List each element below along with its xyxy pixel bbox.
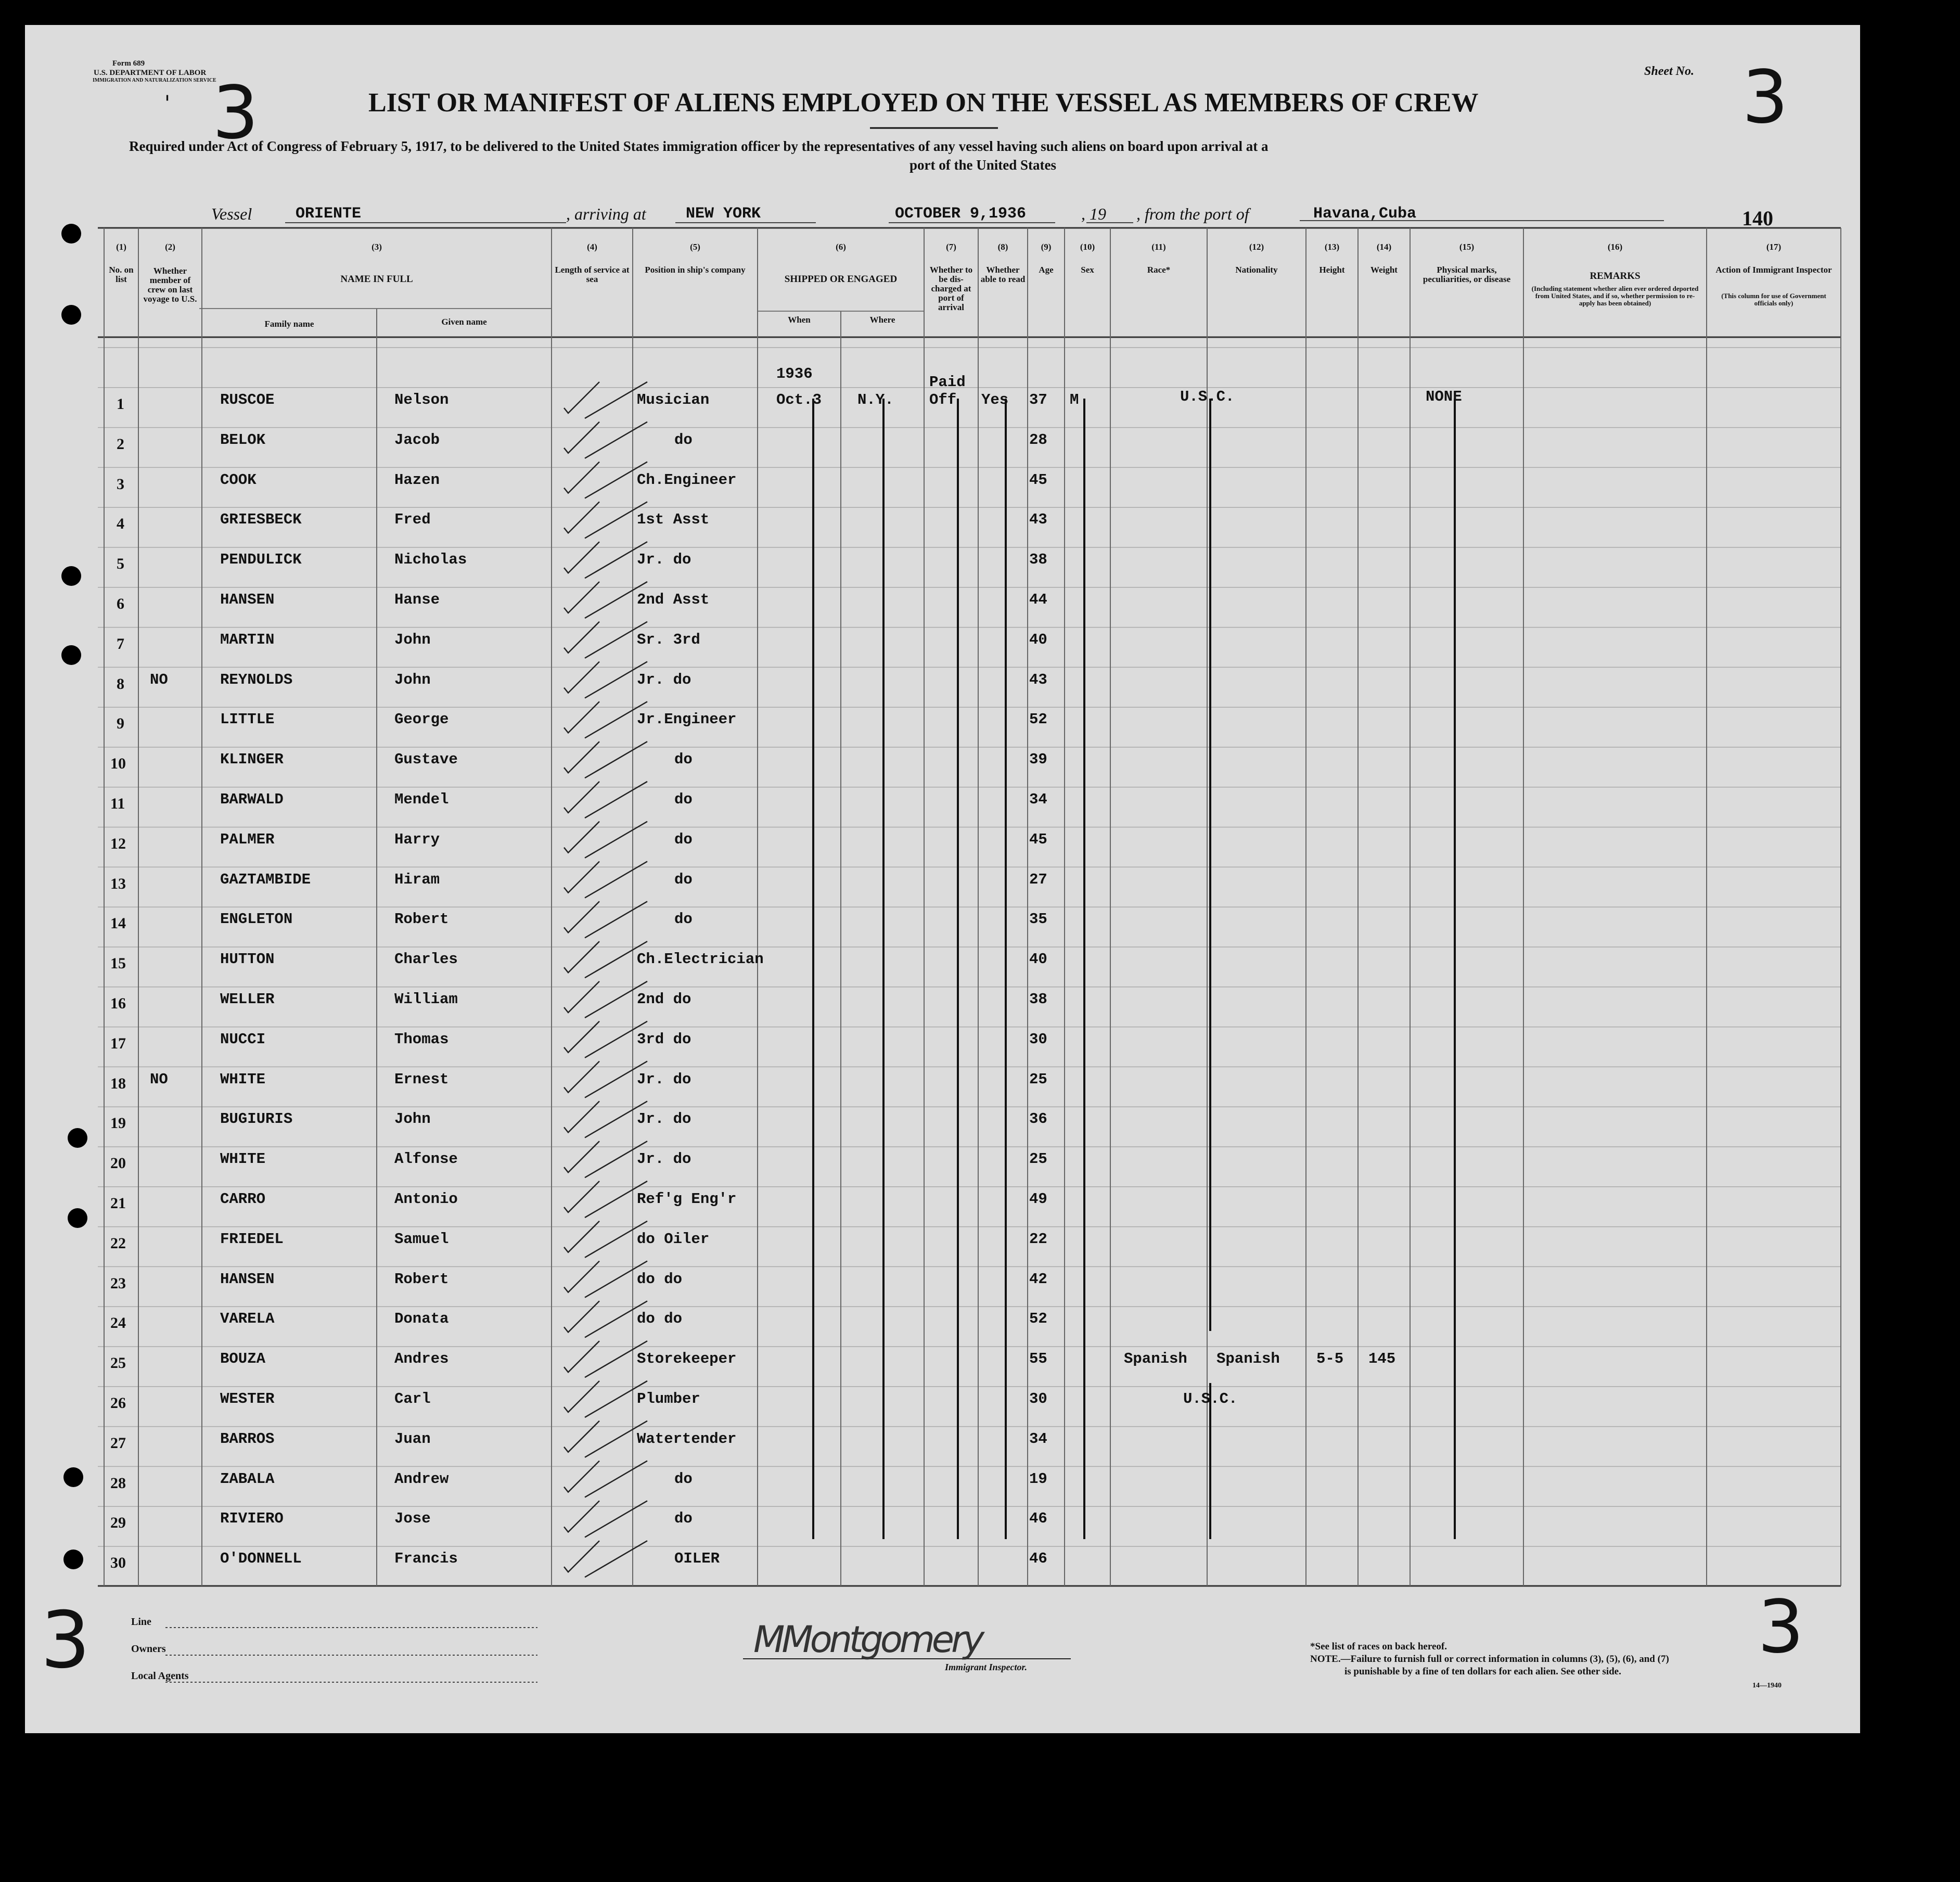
age: 46 [1029,1550,1047,1568]
age: 40 [1029,951,1047,968]
given-name: Carl [394,1390,431,1407]
nationality: U.S.C. [1180,388,1235,405]
row-number: 24 [110,1314,126,1332]
previous-voyage: NO [150,671,168,688]
position: Jr.Engineer [637,711,737,728]
family-name: RIVIERO [220,1510,284,1528]
column-header: Race* [1147,265,1171,275]
column-header: Physical marks, peculiarities, or disease [1423,265,1511,284]
age: 42 [1029,1270,1047,1288]
position: Jr. do [637,671,691,688]
date-shipped: Oct.3 [776,391,822,408]
family-name: GAZTAMBIDE [220,870,311,888]
position: Jr. do [637,1150,691,1168]
age: 43 [1029,511,1047,529]
previous-voyage: NO [150,1070,168,1088]
position: Jr. do [637,1110,691,1128]
position: 1st Asst [637,511,710,529]
remarks-note: (Including statement whether alien ever ordered deported from United States, and if so, whether permission to re-apply has been obtained) [1531,285,1699,307]
column-number: (3) [371,242,382,252]
given-name-subheader: Given name [441,317,487,327]
family-name: ZABALA [220,1470,275,1488]
given-name: Donata [394,1310,449,1328]
column-header: Length of service at sea [555,265,630,284]
given-name: Andrew [394,1470,449,1488]
column-header: Weight [1370,265,1398,275]
column-number: (11) [1151,242,1166,252]
form-number: Form 689 [112,59,145,68]
column-number: (8) [997,242,1008,252]
given-name: John [394,631,431,648]
position: do [674,751,693,769]
column-number: (1) [116,242,126,252]
column-number: (2) [165,242,175,252]
age: 52 [1029,1310,1047,1328]
age: 19 [1029,1470,1047,1488]
row-number: 11 [110,795,125,812]
family-name: BARROS [220,1430,275,1448]
position: do [674,830,693,848]
nationality: Spanish [1216,1350,1280,1368]
age: 28 [1029,431,1047,449]
age: 55 [1029,1350,1047,1368]
arriving-label: , arriving at [566,204,646,223]
column-header: Action of Immigrant Inspector [1715,265,1832,275]
family-name: PALMER [220,830,275,848]
age: 27 [1029,870,1047,888]
column-header: Whether to be dis-charged at port of arrival [929,265,973,312]
column-number: (4) [587,242,597,252]
given-name: Hazen [394,471,440,489]
vessel-name: ORIENTE [296,205,362,223]
handwritten-tick: ' [164,92,170,116]
given-name: Juan [394,1430,431,1448]
action-note: (This column for use of Government officials only) [1721,292,1826,307]
family-name: BUGIURIS [220,1110,293,1128]
column-number: (10) [1080,242,1095,252]
family-name: PENDULICK [220,551,302,569]
races-note: *See list of races on back hereof. [1310,1641,1447,1652]
family-name: NUCCI [220,1030,266,1048]
age: 40 [1029,631,1047,648]
row-number: 30 [110,1554,126,1572]
year-shipped: 1936 [776,365,813,382]
column-number: (12) [1249,242,1264,252]
row-number: 10 [110,755,126,773]
family-name: WELLER [220,991,275,1008]
position: 3rd do [637,1030,691,1048]
age: 43 [1029,671,1047,688]
given-name: Nicholas [394,551,467,569]
row-number: 23 [110,1274,126,1292]
age: 34 [1029,791,1047,808]
local-agents-label: Local Agents [131,1670,189,1682]
position: Musician [637,391,710,408]
service-name: IMMIGRATION AND NATURALIZATION SERVICE [93,78,216,83]
column-header: Sex [1081,265,1094,275]
year-label: , 19 [1081,204,1106,223]
handwritten-right-mark: 3 [1758,1585,1804,1670]
age: 22 [1029,1230,1047,1248]
line-label: Line [131,1616,151,1628]
family-name: BOUZA [220,1350,266,1368]
family-name: BARWALD [220,791,284,808]
given-name: Charles [394,951,458,968]
age: 39 [1029,751,1047,769]
family-name: GRIESBECK [220,511,302,529]
age: 38 [1029,991,1047,1008]
given-name: Thomas [394,1030,449,1048]
inspector-label: Immigrant Inspector. [945,1662,1028,1672]
position: Storekeeper [637,1350,737,1368]
given-name: Gustave [394,751,458,769]
owners-label: Owners [131,1643,166,1655]
age: 52 [1029,711,1047,728]
column-number: (13) [1324,242,1340,252]
manifest-sheet [25,25,1860,1733]
given-name: John [394,1110,431,1128]
sheet-label: Sheet No. [1644,65,1694,78]
family-name: CARRO [220,1190,266,1208]
able-to-read: Yes [981,391,1009,408]
column-number: (15) [1459,242,1475,252]
given-name: Ernest [394,1070,449,1088]
penalty-note-2: is punishable by a fine of ten dollars for each alien. See other side. [1344,1666,1621,1677]
discharged-line-2: Off [929,391,957,408]
given-name: Francis [394,1550,458,1568]
family-name: BELOK [220,431,266,449]
row-number: 7 [117,635,124,652]
age: 45 [1029,471,1047,489]
family-name: WHITE [220,1150,266,1168]
row-number: 19 [110,1115,126,1132]
column-number: (9) [1041,242,1052,252]
row-number: 29 [110,1514,126,1532]
where-subheader: Where [869,315,895,325]
position: do Oiler [637,1230,710,1248]
given-name: George [394,711,449,728]
column-number: (17) [1766,242,1782,252]
family-name: FRIEDEL [220,1230,284,1248]
family-name: VARELA [220,1310,275,1328]
age: 36 [1029,1110,1047,1128]
handwritten-sheet-mark: 3 [212,71,259,156]
position: Ch.Engineer [637,471,737,489]
row-number: 16 [110,995,126,1012]
given-name: Alfonse [394,1150,458,1168]
position: do [674,1510,693,1528]
column-number: (7) [946,242,956,252]
page-number: 140 [1742,207,1773,230]
form-code: 14—1940 [1752,1682,1782,1689]
position: do [674,791,693,808]
position: Plumber [637,1390,700,1407]
given-name: Robert [394,911,449,928]
weight: 145 [1368,1350,1396,1368]
row-number: 12 [110,835,126,852]
position: OILER [674,1550,720,1568]
position: Sr. 3rd [637,631,700,648]
position: do [674,431,693,449]
position: do [674,911,693,928]
given-name: Jose [394,1510,431,1528]
subtitle-line-2: port of the United States [909,157,1056,173]
position: do do [637,1310,683,1328]
age: 37 [1029,391,1047,408]
family-name: HANSEN [220,591,275,608]
column-header: Position in ship's company [645,265,746,275]
age: 46 [1029,1510,1047,1528]
position: Ref'g Eng'r [637,1190,737,1208]
family-name: REYNOLDS [220,671,293,688]
family-name: O'DONNELL [220,1550,302,1568]
arrival-port: NEW YORK [686,205,761,223]
row-number: 26 [110,1394,126,1412]
row-number: 9 [117,715,124,733]
column-number: (16) [1607,242,1623,252]
given-name: Mendel [394,791,449,808]
given-name: John [394,671,431,688]
row-number: 6 [117,595,124,612]
position: Ch.Electrician [637,951,764,968]
column-header: Nationality [1235,265,1278,275]
column-number: (14) [1376,242,1392,252]
arrival-date: OCTOBER 9,1936 [895,205,1027,223]
given-name: Harry [394,830,440,848]
row-number: 15 [110,955,126,972]
column-header: SHIPPED OR ENGAGED [784,274,898,285]
column-header: No. on list [109,265,134,284]
column-number: (5) [690,242,700,252]
column-header: NAME IN FULL [340,274,413,285]
given-name: Andres [394,1350,449,1368]
given-name: Antonio [394,1190,458,1208]
row-number: 13 [110,875,126,892]
family-name: KLINGER [220,751,284,769]
position: do do [637,1270,683,1288]
place-shipped: N.Y. [857,391,894,408]
handwritten-left-mark: 3 [41,1595,91,1686]
position: Watertender [637,1430,737,1448]
family-name-subheader: Family name [264,319,314,329]
column-header: Age [1039,265,1054,275]
inspector-signature: MMontgomery [753,1618,982,1661]
age: 45 [1029,830,1047,848]
age: 30 [1029,1390,1047,1407]
subtitle-line-1: Required under Act of Congress of February 5, 1917, to be delivered to the United States immigration officer by the representatives of any vessel having such aliens on board upon arrival at a [129,138,1269,154]
row-number: 18 [110,1074,126,1092]
race: Spanish [1124,1350,1187,1368]
row-number: 20 [110,1155,126,1172]
column-header: REMARKS [1590,271,1641,281]
row-number: 5 [117,555,124,573]
row-number: 25 [110,1354,126,1372]
age: 34 [1029,1430,1047,1448]
age: 25 [1029,1150,1047,1168]
page-title: LIST OR MANIFEST OF ALIENS EMPLOYED ON THE VESSEL AS MEMBERS OF CREW [368,88,1479,118]
height: 5-5 [1316,1350,1344,1368]
column-header: Height [1319,265,1345,275]
family-name: WESTER [220,1390,275,1407]
department-name: U.S. DEPARTMENT OF LABOR [94,69,207,77]
column-header: Whether member of crew on last voyage to U.S. [143,266,197,304]
row-number: 27 [110,1434,126,1452]
given-name: Hanse [394,591,440,608]
given-name: Robert [394,1270,449,1288]
given-name: Jacob [394,431,440,449]
family-name: HUTTON [220,951,275,968]
position: Jr. do [637,551,691,569]
family-name: RUSCOE [220,391,275,408]
family-name: ENGLETON [220,911,293,928]
row-number: 2 [117,435,124,453]
position: 2nd Asst [637,591,710,608]
position: Jr. do [637,1070,691,1088]
family-name: HANSEN [220,1270,275,1288]
penalty-note-1: NOTE.—Failure to furnish full or correct information in columns (3), (5), (6), and (7) [1310,1654,1669,1665]
row-number: 28 [110,1474,126,1492]
age: 44 [1029,591,1047,608]
age: 38 [1029,551,1047,569]
row-number: 22 [110,1234,126,1252]
family-name: WHITE [220,1070,266,1088]
row-number: 14 [110,915,126,932]
sex: M [1070,391,1079,408]
when-subheader: When [788,315,811,325]
position: do [674,870,693,888]
family-name: MARTIN [220,631,275,648]
given-name: Nelson [394,391,449,408]
family-name: COOK [220,471,257,489]
given-name: William [394,991,458,1008]
age: 30 [1029,1030,1047,1048]
nationality: U.S.C. [1183,1390,1238,1407]
physical-marks: NONE [1426,388,1462,405]
row-number: 17 [110,1034,126,1052]
age: 35 [1029,911,1047,928]
given-name: Fred [394,511,431,529]
row-number: 4 [117,515,124,533]
age: 25 [1029,1070,1047,1088]
given-name: Hiram [394,870,440,888]
departure-port: Havana,Cuba [1313,205,1417,223]
row-number: 21 [110,1195,126,1212]
discharged-line-1: Paid [929,374,966,391]
family-name: LITTLE [220,711,275,728]
from-port-label: , from the port of [1136,204,1249,223]
position: do [674,1470,693,1488]
vessel-label: Vessel [211,204,252,223]
row-number: 8 [117,675,124,693]
given-name: Samuel [394,1230,449,1248]
column-header: Whether able to read [980,265,1026,284]
position: 2nd do [637,991,691,1008]
row-number: 3 [117,475,124,493]
sheet-number: 3 [1742,55,1789,140]
age: 49 [1029,1190,1047,1208]
column-number: (6) [836,242,846,252]
row-number: 1 [117,395,124,413]
